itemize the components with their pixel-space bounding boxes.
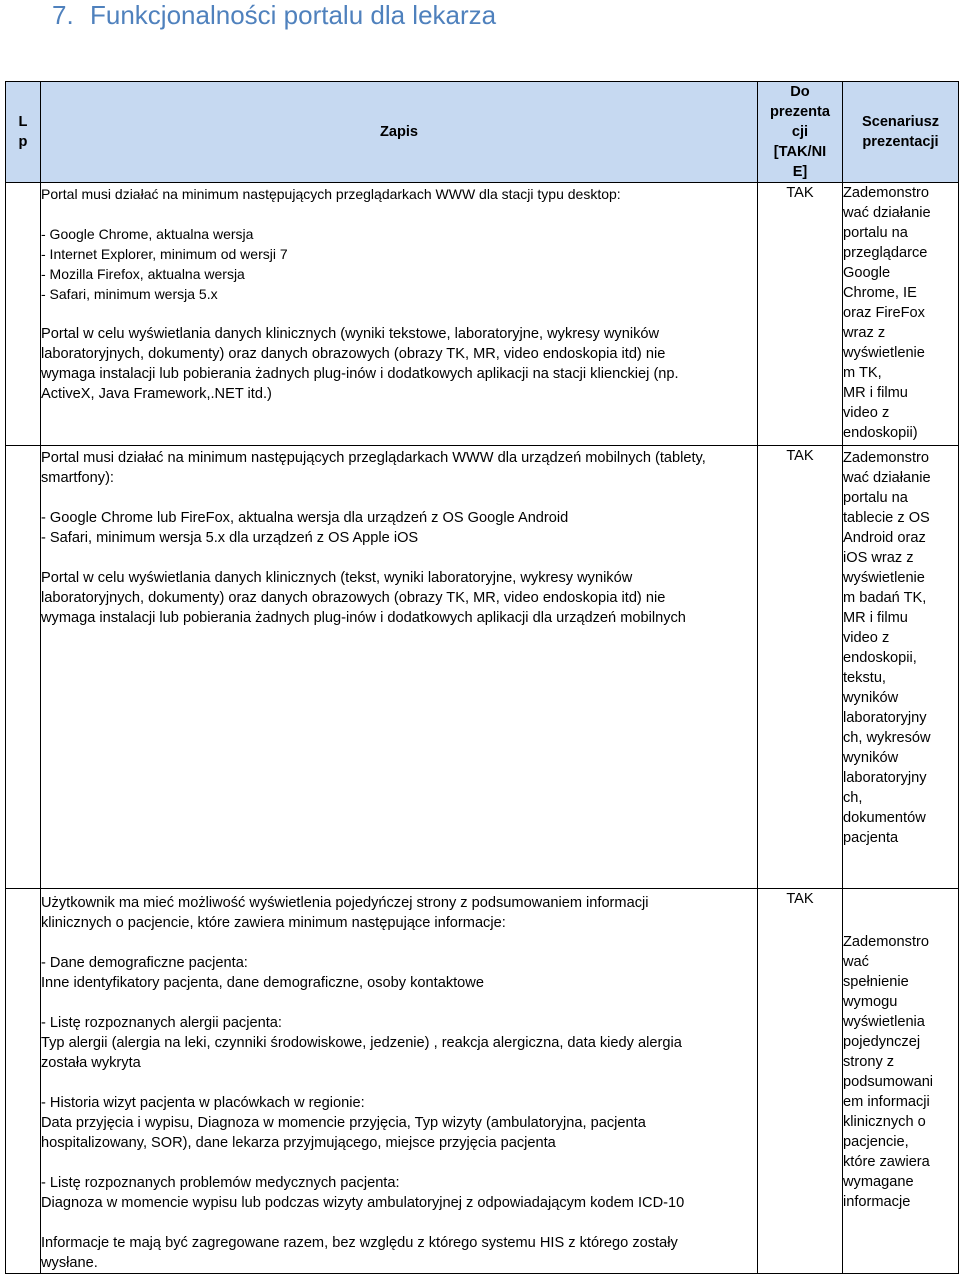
header-scenario: Scenariusz prezentacji xyxy=(843,82,959,183)
paragraph: Portal w celu wyświetlania danych klinicznych (wyniki tekstowe, laboratoryjne, wykresy wyników laboratoryjnych, dokumenty) oraz danych obrazowych (obrazy TK, MR, video endoskopia itd) nie wymaga instalacji lub pobierania żadnych plug-inów i dodatkowych aplikacji na stacji klienckiej (np. ActiveX, Java Framework,.NET itd.) xyxy=(41,326,679,402)
row-scenario: Zademonstro wać spełnienie wymogu wyświetlenia pojedynczej strony z podsumowani em informacji klinicznych o pacjencie, które zawiera wymagane informacje xyxy=(843,889,959,1274)
table-header-row xyxy=(6,82,959,183)
section-title: Funkcjonalności portalu dla lekarza xyxy=(90,0,497,30)
paragraph: Portal w celu wyświetlania danych klinicznych (tekst, wyniki laboratoryjne, wykresy wyników laboratoryjnych, dokumenty) oraz danych obrazowych (obrazy TK, MR, video endoskopia itd) nie wymaga instalacji lub pobierania żadnych plug-inów i dodatkowych aplikacji dla urządzeń mobilnych xyxy=(41,570,686,626)
paragraph: Użytkownik ma mieć możliwość wyświetlenia pojedyńczej strony z podsumowaniem informacji klinicznych o pacjencie, które zawiera minimum następujące informacje: xyxy=(41,895,649,931)
paragraph: - Listę rozpoznanych alergii pacjenta: Typ alergii (alergia na leki, czynniki środowiskowe, jedzenie) , reakcja alergiczna, data kiedy alergia została wykryta xyxy=(41,1015,682,1071)
table-row xyxy=(6,446,959,889)
paragraph: Informacje te mają być zagregowane razem, bez względu z którego systemu HIS z którego zostały wysłane. xyxy=(41,1235,678,1271)
paragraph: - Listę rozpoznanych problemów medycznych pacjenta: Diagnoza w momencie wypisu lub podczas wizyty ambulatoryjnej z odpowiadającym kodem ICD-10 xyxy=(41,1175,685,1211)
paragraph: - Google Chrome, aktualna wersja - Internet Explorer, minimum od wersji 7 - Mozilla Firefox, aktualna wersja - Safari, minimum wersja 5.x xyxy=(41,226,288,302)
row-zapis xyxy=(41,446,758,889)
row-presentation: TAK xyxy=(758,446,843,889)
row-zapis xyxy=(41,889,758,1274)
paragraph: Portal musi działać na minimum następujących przeglądarkach WWW dla stacji typu desktop: xyxy=(41,186,621,202)
row-presentation: TAK xyxy=(758,889,843,1274)
paragraph: - Historia wizyt pacjenta w placówkach w regionie: Data przyjęcia i wypisu, Diagnoza w momencie przyjęcia, Typ wizyty (ambulatoryjna, pacjenta hospitalizowany, SOR), dane lekarza przyjmującego, miejsce przyjęcia pacjenta xyxy=(41,1095,646,1151)
paragraph: - Dane demograficzne pacjenta: Inne identyfikatory pacjenta, dane demograficzne, osoby kontaktowe xyxy=(41,955,484,991)
paragraph: - Google Chrome lub FireFox, aktualna wersja dla urządzeń z OS Google Android - Safari, minimum wersja 5.x dla urządzeń z OS Apple iOS xyxy=(41,510,569,546)
row-scenario: Zademonstro wać działanie portalu na tablecie z OS Android oraz iOS wraz z wyświetlenie m badań TK, MR i filmu video z endoskopii, tekstu, wyników laboratoryjny ch, wykresów wyników laboratoryjny ch, dokumentów pacjenta xyxy=(843,446,959,889)
row-zapis xyxy=(41,183,758,446)
row-lp xyxy=(6,889,41,1274)
row-presentation: TAK xyxy=(758,183,843,446)
row-lp xyxy=(6,446,41,889)
section-heading xyxy=(52,0,496,30)
table-row xyxy=(6,889,959,1274)
paragraph: Portal musi działać na minimum następujących przeglądarkach WWW dla urządzeń mobilnych (tablety, smartfony): xyxy=(41,450,706,486)
section-number: 7. xyxy=(52,0,74,30)
row-lp xyxy=(6,183,41,446)
header-lp: L p xyxy=(6,82,41,183)
header-presentation: Do prezenta cji [TAK/NI E] xyxy=(758,82,843,183)
header-zapis: Zapis xyxy=(41,82,758,183)
requirements-table xyxy=(5,81,959,1274)
table-row xyxy=(6,183,959,446)
row-scenario: Zademonstro wać działanie portalu na przeglądarce Google Chrome, IE oraz FireFox wraz z wyświetlenie m TK, MR i filmu video z endoskopii) xyxy=(843,183,959,446)
